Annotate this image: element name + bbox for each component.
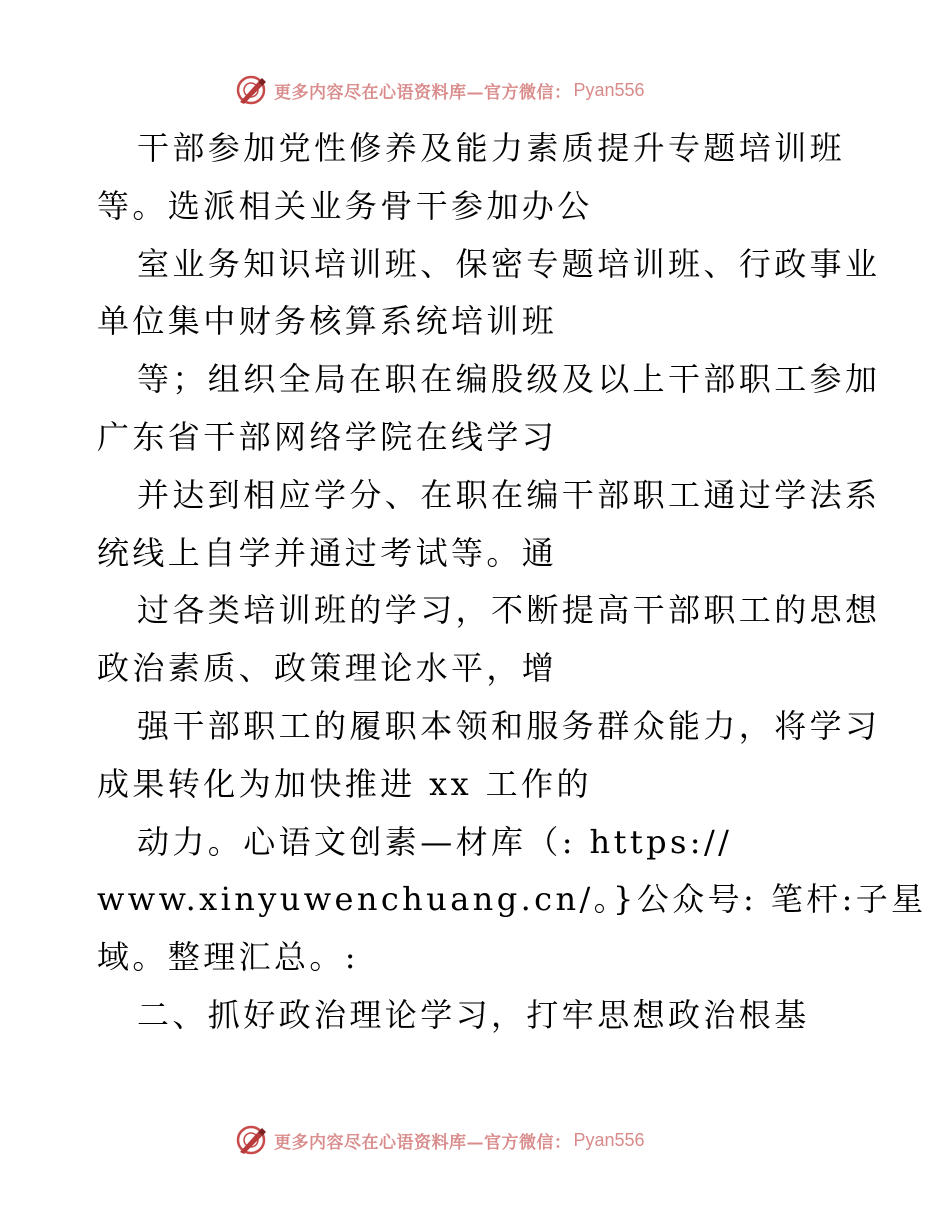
footer-wechat-id: Pyan556 [573, 1129, 645, 1150]
text-line: 广东省干部网络学院在线学习 [97, 417, 558, 456]
text-line: 域。整理汇总。: [97, 938, 359, 977]
footer-slogan: 更多内容尽在心语资料库—官方微信： [274, 1132, 572, 1153]
header-slogan: 更多内容尽在心语资料库—官方微信： [274, 82, 572, 103]
text-line: 并达到相应学分、在职在编干部职工通过学法系 [137, 475, 881, 514]
text-line: 强干部职工的履职本领和服务群众能力，将学习 [137, 706, 881, 745]
section-heading: 二、抓好政治理论学习，打牢思想政治根基 [137, 995, 810, 1034]
text-line: 干部参加党性修养及能力素质提升专题培训班 [137, 129, 846, 167]
footer-banner [234, 1120, 645, 1160]
red-pen-logo-icon [234, 73, 268, 107]
text-line: 动力。心语文创素—材库（: https:// [137, 822, 733, 861]
header-wechat-id: Pyan556 [573, 79, 645, 100]
header-banner [234, 70, 645, 110]
text-line: 室业务知识培训班、保密专题培训班、行政事业 [137, 244, 881, 283]
text-line: 等；组织全局在职在编股级及以上干部职工参加 [137, 360, 881, 399]
body-text [97, 120, 927, 1045]
text-line: www.xinyuwenchuang.cn/。}公众号: 笔杆:子星 [97, 880, 927, 919]
text-line: 统线上自学并通过考试等。通 [97, 533, 558, 572]
text-line: 单位集中财务核算系统培训班 [97, 302, 558, 341]
text-line: 政治素质、政策理论水平，增 [97, 649, 558, 688]
text-line: 过各类培训班的学习，不断提高干部职工的思想 [137, 591, 881, 630]
red-pen-logo-icon [234, 1123, 268, 1157]
text-line: 等。选派相关业务骨干参加办公 [97, 186, 593, 225]
text-line: 成果转化为加快推进 xx 工作的 [97, 764, 592, 803]
